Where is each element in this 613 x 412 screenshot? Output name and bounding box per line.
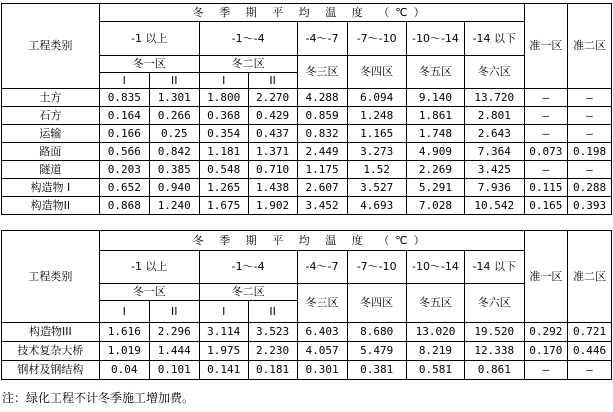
row-category: 运输 [2, 125, 100, 143]
value-cell: 10.542 [465, 197, 524, 215]
value-cell: 1.861 [406, 107, 464, 125]
value-cell: 0.288 [568, 179, 612, 197]
value-cell: 1.248 [347, 107, 406, 125]
value-cell: 0.710 [248, 161, 297, 179]
value-cell: 1.301 [149, 89, 199, 107]
table-row [2, 89, 612, 107]
value-cell: 3.523 [248, 323, 297, 342]
rate-table-1 [1, 3, 612, 215]
value-cell: 0.266 [149, 107, 199, 125]
row-category: 路面 [2, 143, 100, 161]
value-cell: 0.301 [297, 361, 347, 380]
sub-I: I [199, 73, 248, 89]
table-row [2, 107, 612, 125]
table-title: 冬 季 期 平 均 温 度 （℃） [99, 231, 524, 251]
table-row [2, 361, 612, 380]
table-2-body [2, 323, 612, 380]
value-cell: 19.520 [465, 323, 524, 342]
row-category: 构造物III [2, 323, 100, 342]
value-cell: 0.581 [406, 361, 464, 380]
row-category: 石方 [2, 107, 100, 125]
quasi-zone-1-header: 准一区 [524, 4, 568, 89]
value-cell: 0.25 [149, 125, 199, 143]
table-row [2, 197, 612, 215]
row-category: 构造物 I [2, 179, 100, 197]
value-cell: 0.101 [149, 361, 199, 380]
value-cell: 0.354 [199, 125, 248, 143]
temp-range-3: -4～-7 [297, 251, 347, 284]
temp-range-4: -7～-10 [347, 251, 406, 284]
value-cell: 8.219 [406, 342, 464, 361]
value-cell: 0.181 [248, 361, 297, 380]
rate-table-2 [1, 230, 612, 380]
value-cell: — [568, 161, 612, 179]
value-cell: 0.170 [524, 342, 568, 361]
table-row [2, 342, 612, 361]
value-cell: 1.748 [406, 125, 464, 143]
temp-range-2: -1～-4 [199, 251, 297, 284]
value-cell: 0.073 [524, 143, 568, 161]
temp-range-5: -10～-14 [406, 251, 464, 284]
category-header: 工程类别 [2, 4, 100, 89]
value-cell: 0.166 [99, 125, 149, 143]
table-1-body [2, 89, 612, 215]
value-cell: 1.52 [347, 161, 406, 179]
value-cell: 0.164 [99, 107, 149, 125]
value-cell: 0.368 [199, 107, 248, 125]
value-cell: — [524, 361, 568, 380]
row-category: 土方 [2, 89, 100, 107]
zone-winter-4: 冬四区 [347, 56, 406, 89]
value-cell: 1.975 [199, 342, 248, 361]
value-cell: — [568, 361, 612, 380]
value-cell: 4.288 [297, 89, 347, 107]
value-cell: 2.296 [149, 323, 199, 342]
value-cell: 6.403 [297, 323, 347, 342]
table-row [2, 125, 612, 143]
value-cell: 3.425 [465, 161, 524, 179]
value-cell: 2.449 [297, 143, 347, 161]
value-cell: 1.902 [248, 197, 297, 215]
value-cell: 2.801 [465, 107, 524, 125]
value-cell: 0.652 [99, 179, 149, 197]
value-cell: — [524, 89, 568, 107]
value-cell: 3.527 [347, 179, 406, 197]
sub-II: II [248, 301, 297, 323]
value-cell: 0.437 [248, 125, 297, 143]
row-category: 构造物II [2, 197, 100, 215]
value-cell: 0.165 [524, 197, 568, 215]
value-cell: 1.175 [297, 161, 347, 179]
value-cell: — [524, 107, 568, 125]
zone-winter-4: 冬四区 [347, 284, 406, 323]
value-cell: 0.832 [297, 125, 347, 143]
value-cell: 1.240 [149, 197, 199, 215]
value-cell: 0.292 [524, 323, 568, 342]
value-cell: 0.861 [465, 361, 524, 380]
temp-range-6: -14 以下 [465, 251, 524, 284]
zone-winter-5: 冬五区 [406, 56, 464, 89]
zone-winter-2: 冬二区 [199, 284, 297, 301]
value-cell: 7.936 [465, 179, 524, 197]
value-cell: 0.566 [99, 143, 149, 161]
temp-range-6: -14 以下 [465, 22, 524, 56]
row-category: 技术复杂大桥 [2, 342, 100, 361]
value-cell: 3.114 [199, 323, 248, 342]
footnote: 注：绿化工程不计冬季施工增加费。 [2, 391, 195, 405]
value-cell: 0.141 [199, 361, 248, 380]
value-cell: 2.643 [465, 125, 524, 143]
value-cell: 0.429 [248, 107, 297, 125]
category-header: 工程类别 [2, 231, 100, 323]
value-cell: 6.094 [347, 89, 406, 107]
table-row [2, 143, 612, 161]
value-cell: — [568, 107, 612, 125]
zone-winter-3: 冬三区 [297, 284, 347, 323]
sub-II: II [149, 301, 199, 323]
temp-range-1: -1 以上 [99, 251, 199, 284]
table-row [2, 323, 612, 342]
temp-range-3: -4～-7 [297, 22, 347, 56]
zone-winter-3: 冬三区 [297, 56, 347, 89]
value-cell: 5.291 [406, 179, 464, 197]
sub-I: I [99, 73, 149, 89]
value-cell: 0.381 [347, 361, 406, 380]
value-cell: 1.371 [248, 143, 297, 161]
value-cell: 0.385 [149, 161, 199, 179]
value-cell: 1.675 [199, 197, 248, 215]
value-cell: 1.165 [347, 125, 406, 143]
value-cell: 1.800 [199, 89, 248, 107]
value-cell: 8.680 [347, 323, 406, 342]
value-cell: 2.270 [248, 89, 297, 107]
sub-I: I [99, 301, 149, 323]
temp-range-2: -1～-4 [199, 22, 297, 56]
value-cell: 1.444 [149, 342, 199, 361]
table-title: 冬 季 期 平 均 温 度 （℃） [99, 4, 524, 22]
temp-range-4: -7～-10 [347, 22, 406, 56]
zone-winter-2: 冬二区 [199, 56, 297, 73]
value-cell: 0.393 [568, 197, 612, 215]
value-cell: 12.338 [465, 342, 524, 361]
value-cell: 0.04 [99, 361, 149, 380]
value-cell: — [568, 125, 612, 143]
value-cell: 0.940 [149, 179, 199, 197]
row-category: 钢材及钢结构 [2, 361, 100, 380]
value-cell: — [524, 161, 568, 179]
value-cell: 0.868 [99, 197, 149, 215]
temp-range-1: -1 以上 [99, 22, 199, 56]
value-cell: 4.693 [347, 197, 406, 215]
sub-II: II [248, 73, 297, 89]
sub-II: II [149, 73, 199, 89]
value-cell: 1.019 [99, 342, 149, 361]
zone-winter-1: 冬一区 [99, 56, 199, 73]
value-cell: 0.115 [524, 179, 568, 197]
value-cell: 3.273 [347, 143, 406, 161]
value-cell: 0.203 [99, 161, 149, 179]
value-cell: 1.181 [199, 143, 248, 161]
value-cell: 0.548 [199, 161, 248, 179]
value-cell: 4.057 [297, 342, 347, 361]
value-cell: 9.140 [406, 89, 464, 107]
zone-winter-6: 冬六区 [465, 284, 524, 323]
value-cell: 4.909 [406, 143, 464, 161]
table-row [2, 161, 612, 179]
value-cell: 7.364 [465, 143, 524, 161]
value-cell: 13.720 [465, 89, 524, 107]
value-cell: 13.020 [406, 323, 464, 342]
zone-winter-6: 冬六区 [465, 56, 524, 89]
value-cell: 5.479 [347, 342, 406, 361]
value-cell: 2.607 [297, 179, 347, 197]
value-cell: 2.269 [406, 161, 464, 179]
value-cell: 1.616 [99, 323, 149, 342]
temp-range-5: -10～-14 [406, 22, 464, 56]
value-cell: 7.028 [406, 197, 464, 215]
zone-winter-5: 冬五区 [406, 284, 464, 323]
value-cell: — [568, 89, 612, 107]
value-cell: 0.859 [297, 107, 347, 125]
value-cell: 0.842 [149, 143, 199, 161]
table-row [2, 179, 612, 197]
value-cell: 0.446 [568, 342, 612, 361]
value-cell: — [524, 125, 568, 143]
value-cell: 1.265 [199, 179, 248, 197]
quasi-zone-1-header: 准一区 [524, 231, 568, 323]
value-cell: 3.452 [297, 197, 347, 215]
quasi-zone-2-header: 准二区 [568, 4, 612, 89]
quasi-zone-2-header: 准二区 [568, 231, 612, 323]
value-cell: 2.230 [248, 342, 297, 361]
sub-I: I [199, 301, 248, 323]
row-category: 隧道 [2, 161, 100, 179]
value-cell: 1.438 [248, 179, 297, 197]
value-cell: 0.835 [99, 89, 149, 107]
zone-winter-1: 冬一区 [99, 284, 199, 301]
value-cell: 0.198 [568, 143, 612, 161]
value-cell: 0.721 [568, 323, 612, 342]
